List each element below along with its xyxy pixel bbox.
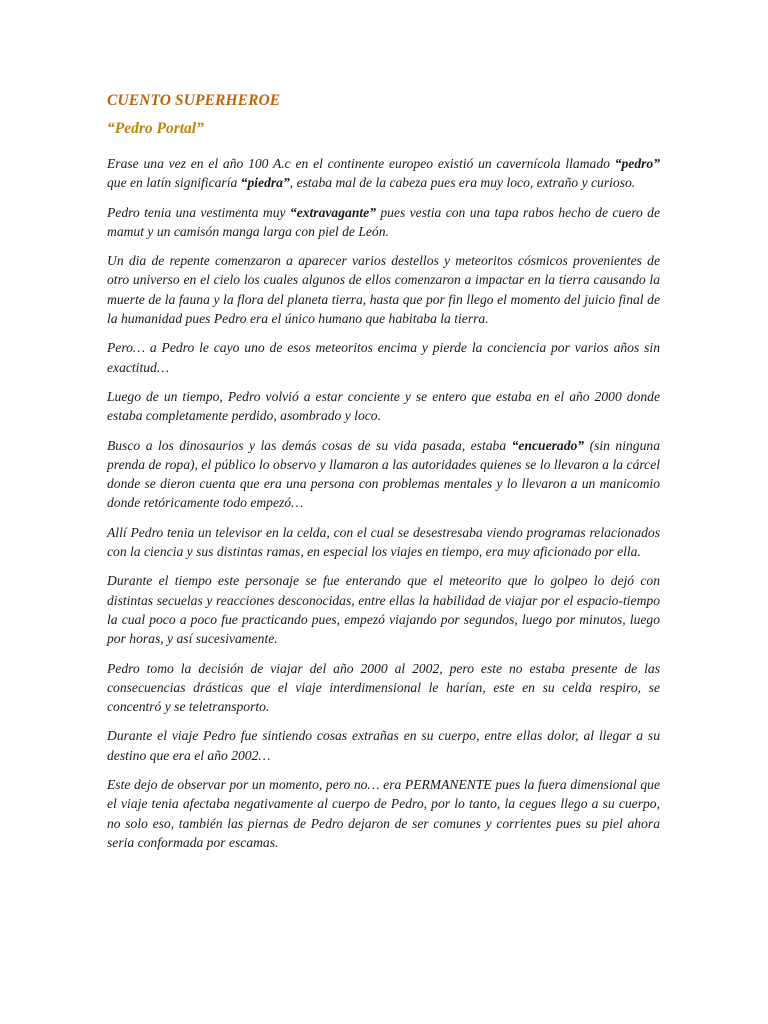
emphasized-text: “piedra” [240, 175, 290, 191]
story-subtitle: “Pedro Portal” [107, 120, 204, 137]
story-paragraph [107, 571, 660, 648]
story-paragraph [107, 523, 660, 562]
paragraph-text: , estaba mal de la cabeza pues era muy loco, extraño y curioso. [289, 175, 636, 191]
story-paragraph [107, 154, 660, 193]
story-paragraph [107, 726, 660, 765]
story-paragraph [107, 338, 660, 377]
emphasized-text: “extravagante” [289, 204, 376, 220]
paragraph-text: Pedro tomo la decisión de viajar del año 2000 al 2002, pero este no estaba presente de las consecuencias drásticas que el viaje interdimensional le harían, este en su celda respiro, se concentró y se teletransporto. [107, 660, 660, 715]
paragraph-text: pues vestia con una tapa rabos hecho de cuero de mamut y un camisón manga larga con piel de León. [107, 204, 660, 239]
paragraph-text: Busco a los dinosaurios y las demás cosas de su vida pasada, estaba [107, 437, 512, 453]
paragraph-text: Luego de un tiempo, Pedro volvió a estar conciente y se entero que estaba en el año 2000 donde estaba completamente perdido, asombrado y loco. [107, 388, 660, 424]
story-paragraph [107, 659, 660, 717]
story-paragraph [107, 203, 660, 242]
paragraph-text: que en latín significaría [107, 175, 241, 191]
story-title: CUENTO SUPERHEROE [107, 92, 281, 109]
paragraph-text: (sin ninguna prenda de ropa), el público lo observo y llamaron a las autoridades quienes se lo llevaron a la cárcel donde se dieron cuenta que era una persona con problemas mentales y lo llevaron a un manicomio donde retóricamente todo empezó… [107, 437, 660, 511]
paragraph-text: Erase una vez en el año 100 A.c en el continente europeo existió un cavernícola llamado [107, 156, 615, 171]
paragraph-text: Durante el tiempo este personaje se fue enterando que el meteorito que lo golpeo lo dejó con distintas secuelas y reacciones desconocidas, entre ellas la habilidad de viajar por el espacio-tiempo la cual poco a poco fue practicando pues, empezó viajando por segundos, luego por minutos, luego por horas, y así sucesivamente. [107, 573, 660, 647]
paragraph-text: Durante el viaje Pedro fue sintiendo cosas extrañas en su cuerpo, entre ellas dolor, al llegar a su destino que era el año 2002… [107, 728, 660, 763]
story-paragraph [107, 251, 660, 328]
story-paragraphs [107, 154, 660, 852]
emphasized-text: “encuerado” [511, 437, 585, 453]
emphasized-text: “pedro” [614, 156, 660, 171]
paragraph-text: Este dejo de observar por un momento, pero no… era PERMANENTE pues la fuera dimensional que el viaje tenia afectaba negativamente al cuerpo de Pedro, por lo tanto, la cegues llego a su cuerpo, no solo eso, también las piernas de Pedro dejaron de ser comunes y corrientes pues su piel ahora seria conformada por escamas. [107, 777, 660, 850]
story-paragraph [107, 436, 660, 513]
paragraph-text: Allí Pedro tenia un televisor en la celda, con el cual se desestresaba viendo programas relacionados con la ciencia y sus distintas ramas, en especial los viajes en tiempo, era muy aficionado por ella. [107, 524, 660, 560]
paragraph-text: Pedro tenia una vestimenta muy [107, 204, 290, 220]
paragraph-text: Pero… a Pedro le cayo uno de esos meteoritos encima y pierde la conciencia por varios años sin exactitud… [107, 340, 660, 375]
document-body [107, 92, 660, 862]
story-paragraph [107, 775, 660, 852]
story-paragraph [107, 387, 660, 426]
paragraph-text: Un dia de repente comenzaron a aparecer varios destellos y meteoritos cósmicos provenientes de otro universo en el cielo los cuales algunos de ellos comenzaron a impactar en la tierra causando la muerte de la fauna y la flora del planeta tierra, hasta que por fin llego el momento del juicio final de la humanidad pues Pedro era el único humano que habitaba la tierra. [107, 253, 660, 327]
